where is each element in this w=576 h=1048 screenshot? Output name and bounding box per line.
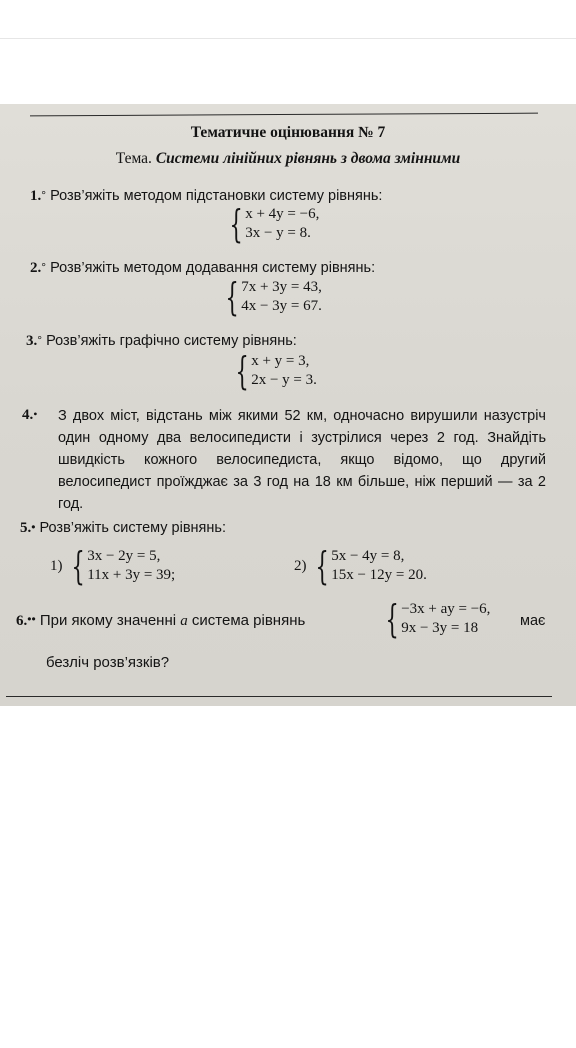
task-2-system (220, 275, 322, 319)
brace-icon: { (229, 202, 243, 246)
task-3-system (230, 349, 317, 393)
task-5-sub2-system (310, 544, 427, 588)
task-2-number: 2. (30, 260, 42, 276)
task-2-text: Розв’яжіть методом додавання систему рівнянь: (50, 260, 376, 276)
brace-icon: { (225, 275, 239, 319)
task-2-mark: ° (41, 260, 47, 274)
worksheet-photo (0, 104, 576, 706)
task-4-text: З двох міст, відстань між якими 52 км, одночасно вирушили назустріч один одному два велосипедисти і зустрілися через 2 год. Знайдіть швидкість кожного велосипедиста, якщо відомо, що другий велосипедист проїжджає за 3 год на 18 км більше, ніж перший — за 2 год. (58, 408, 546, 512)
brace-icon: { (315, 544, 329, 588)
bottom-rule (6, 696, 552, 697)
topic-text: Системи лінійних рівнянь з двома змінними (155, 150, 461, 167)
task-4-number: 4. (22, 407, 34, 423)
task-5-number: 5. (20, 520, 32, 536)
task-6-text-b: система рівнянь (191, 612, 306, 629)
task-5-sub1-label: 1) (50, 558, 63, 574)
task-6-variable: a (180, 613, 188, 629)
page-title: Тематичне оцінювання № 7 (190, 124, 386, 141)
equation: 4x − 3y = 67. (241, 298, 322, 314)
equation: 11x + 3y = 39; (87, 567, 176, 583)
task-1 (30, 188, 382, 205)
equation: 7x + 3y = 43, (241, 279, 322, 295)
equation: −3x + ay = −6, (401, 601, 491, 617)
task-6-mark: •• (27, 612, 36, 626)
task-2 (30, 260, 375, 277)
equation: 2x − y = 3. (251, 372, 317, 388)
task-1-text: Розв’яжіть методом підстановки систему рівнянь: (50, 188, 383, 204)
task-1-system (224, 202, 320, 246)
task-6 (16, 612, 305, 630)
equation: x + 4y = −6, (245, 206, 320, 222)
equation: 5x − 4y = 8, (331, 548, 405, 564)
top-divider (0, 38, 576, 39)
task-6-system (380, 597, 491, 641)
equation: 9x − 3y = 18 (401, 620, 479, 636)
brace-icon: { (235, 349, 249, 393)
task-6-text-d: безліч розв’язків? (46, 654, 170, 671)
equation: x + y = 3, (251, 353, 310, 369)
task-5-text: Розв’яжіть систему рівнянь: (39, 520, 226, 536)
equation: 15x − 12y = 20. (331, 567, 427, 583)
topic-line (0, 150, 576, 168)
task-3-number: 3. (26, 333, 38, 349)
task-4-mark: • (33, 407, 38, 421)
task-5 (20, 520, 226, 537)
task-3-text: Розв’яжіть графічно систему рівнянь: (46, 333, 297, 349)
task-5-sub1-system (66, 544, 176, 588)
equation: 3x − 2y = 5, (87, 548, 161, 564)
task-3 (26, 333, 297, 350)
brace-icon: { (71, 544, 85, 588)
task-5-sub2-label: 2) (294, 558, 307, 574)
task-1-mark: ° (41, 188, 47, 202)
task-6-text-c: має (520, 613, 546, 629)
task-1-number: 1. (30, 188, 42, 204)
task-6-text-a: При якому значенні (39, 612, 177, 629)
task-5-mark: • (31, 520, 36, 534)
task-4-label (22, 407, 37, 424)
topic-prefix: Тема. (115, 150, 152, 167)
task-3-mark: ° (37, 333, 43, 347)
task-6-number: 6. (16, 613, 28, 629)
brace-icon: { (385, 597, 399, 641)
equation: 3x − y = 8. (245, 225, 311, 241)
top-rule (30, 113, 538, 117)
